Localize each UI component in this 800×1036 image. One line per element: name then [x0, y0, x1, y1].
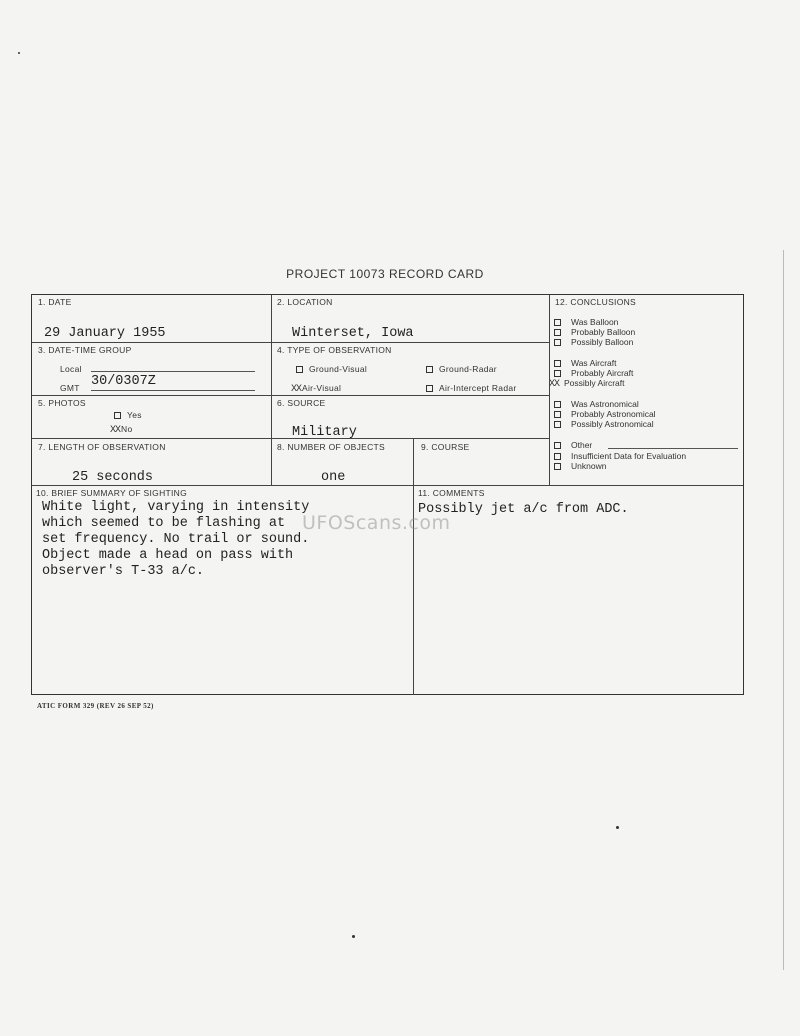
- length-label: 7. LENGTH OF OBSERVATION: [38, 442, 166, 452]
- type-air-visual: [291, 383, 341, 395]
- form-number: ATIC FORM 329 (REV 26 SEP 52): [37, 702, 154, 710]
- page-edge: [783, 250, 784, 970]
- checkbox-icon: [554, 401, 561, 408]
- option-label: Ground-Visual: [309, 364, 368, 374]
- checkbox-icon: [554, 339, 561, 346]
- conclusion-label: Possibly Balloon: [571, 337, 634, 347]
- checkbox-icon: [296, 366, 303, 373]
- checkbox-icon: [554, 370, 561, 377]
- conclusion-probably-astronomical: [554, 409, 656, 419]
- photos-no: [110, 424, 132, 436]
- divider: [271, 295, 272, 485]
- source-label: 6. SOURCE: [277, 398, 326, 408]
- check-mark-icon: XX: [110, 425, 121, 436]
- photos-yes: [114, 410, 142, 420]
- course-label: 9. COURSE: [421, 442, 470, 452]
- gmt-label: GMT: [60, 383, 80, 393]
- option-label: Air-Intercept Radar: [439, 383, 517, 393]
- divider: [32, 485, 743, 486]
- checkbox-icon: [426, 366, 433, 373]
- summary-line: which seemed to be flashing at: [42, 516, 286, 531]
- summary-line: observer's T-33 a/c.: [42, 564, 205, 579]
- divider: [32, 438, 549, 439]
- type-ground-radar: [426, 364, 497, 374]
- summary-label: 10. BRIEF SUMMARY OF SIGHTING: [36, 488, 188, 498]
- objects-label: 8. NUMBER OF OBJECTS: [277, 442, 386, 452]
- checkbox-icon: [554, 453, 561, 460]
- conclusion-label: Unknown: [571, 461, 607, 471]
- conclusion-possibly-balloon: [554, 337, 633, 347]
- option-label: Ground-Radar: [439, 364, 497, 374]
- option-label: Air-Visual: [302, 383, 342, 393]
- conclusion-was-aircraft: [554, 358, 617, 368]
- conclusion-label: Insufficient Data for Evaluation: [571, 451, 687, 461]
- checkbox-icon: [554, 360, 561, 367]
- other-underline: [608, 448, 738, 449]
- gmt-underline: [91, 390, 255, 391]
- watermark: UFOScans.com: [302, 512, 451, 534]
- checkbox-icon: [554, 442, 561, 449]
- divider: [413, 438, 414, 695]
- conclusion-was-balloon: [554, 317, 618, 327]
- speck: [18, 52, 20, 54]
- check-mark-icon: XX: [549, 379, 560, 390]
- conclusions-label: 12. CONCLUSIONS: [555, 297, 637, 307]
- speck: [352, 935, 355, 938]
- local-label: Local: [60, 364, 82, 374]
- summary-text: [42, 500, 309, 580]
- check-mark-icon: XX: [291, 384, 302, 395]
- conclusion-label: Was Balloon: [571, 317, 619, 327]
- checkbox-icon: [554, 411, 561, 418]
- dtg-label: 3. DATE-TIME GROUP: [38, 345, 132, 355]
- source-value: Military: [292, 425, 357, 440]
- summary-line: White light, varying in intensity: [42, 500, 310, 515]
- type-label: 4. TYPE OF OBSERVATION: [277, 345, 392, 355]
- conclusion-possibly-astronomical: [554, 419, 654, 429]
- location-label: 2. LOCATION: [277, 297, 333, 307]
- conclusion-probably-aircraft: [554, 368, 633, 378]
- conclusion-other: [554, 440, 592, 450]
- objects-value: one: [321, 470, 346, 485]
- type-ground-visual: [296, 364, 367, 374]
- date-value: 29 January 1955: [44, 326, 166, 341]
- date-label: 1. DATE: [38, 297, 72, 307]
- type-air-intercept-radar: [426, 383, 517, 393]
- divider: [549, 295, 550, 485]
- checkbox-icon: [554, 463, 561, 470]
- divider: [32, 395, 549, 396]
- checkbox-icon: [554, 329, 561, 336]
- comments-value: Possibly jet a/c from ADC.: [418, 502, 629, 517]
- speck: [616, 826, 619, 829]
- conclusion-label: Was Astronomical: [571, 399, 639, 409]
- summary-line: set frequency. No trail or sound.: [42, 532, 310, 547]
- gmt-value: 30/0307Z: [91, 374, 156, 389]
- conclusion-label: Probably Aircraft: [571, 368, 634, 378]
- conclusion-unknown: [554, 461, 606, 471]
- summary-line: Object made a head on pass with: [42, 548, 294, 563]
- checkbox-icon: [554, 319, 561, 326]
- conclusion-label: Other: [571, 440, 593, 450]
- option-label: Yes: [127, 410, 142, 420]
- checkbox-icon: [426, 385, 433, 392]
- local-underline: [91, 371, 255, 372]
- photos-label: 5. PHOTOS: [38, 398, 86, 408]
- divider: [32, 342, 549, 343]
- conclusion-probably-balloon: [554, 327, 635, 337]
- conclusion-label: Possibly Astronomical: [571, 419, 654, 429]
- option-label: No: [121, 424, 133, 434]
- checkbox-icon: [554, 421, 561, 428]
- location-value: Winterset, Iowa: [292, 326, 414, 341]
- conclusion-insufficient-data: [554, 451, 686, 461]
- card-title: PROJECT 10073 RECORD CARD: [286, 267, 484, 281]
- conclusion-was-astronomical: [554, 399, 639, 409]
- conclusion-label: Probably Balloon: [571, 327, 636, 337]
- conclusion-possibly-aircraft: [549, 378, 624, 390]
- length-value: 25 seconds: [72, 470, 154, 485]
- conclusion-label: Possibly Aircraft: [564, 378, 625, 388]
- comments-label: 11. COMMENTS: [418, 488, 485, 498]
- checkbox-icon: [114, 412, 121, 419]
- conclusion-label: Was Aircraft: [571, 358, 617, 368]
- conclusion-label: Probably Astronomical: [571, 409, 656, 419]
